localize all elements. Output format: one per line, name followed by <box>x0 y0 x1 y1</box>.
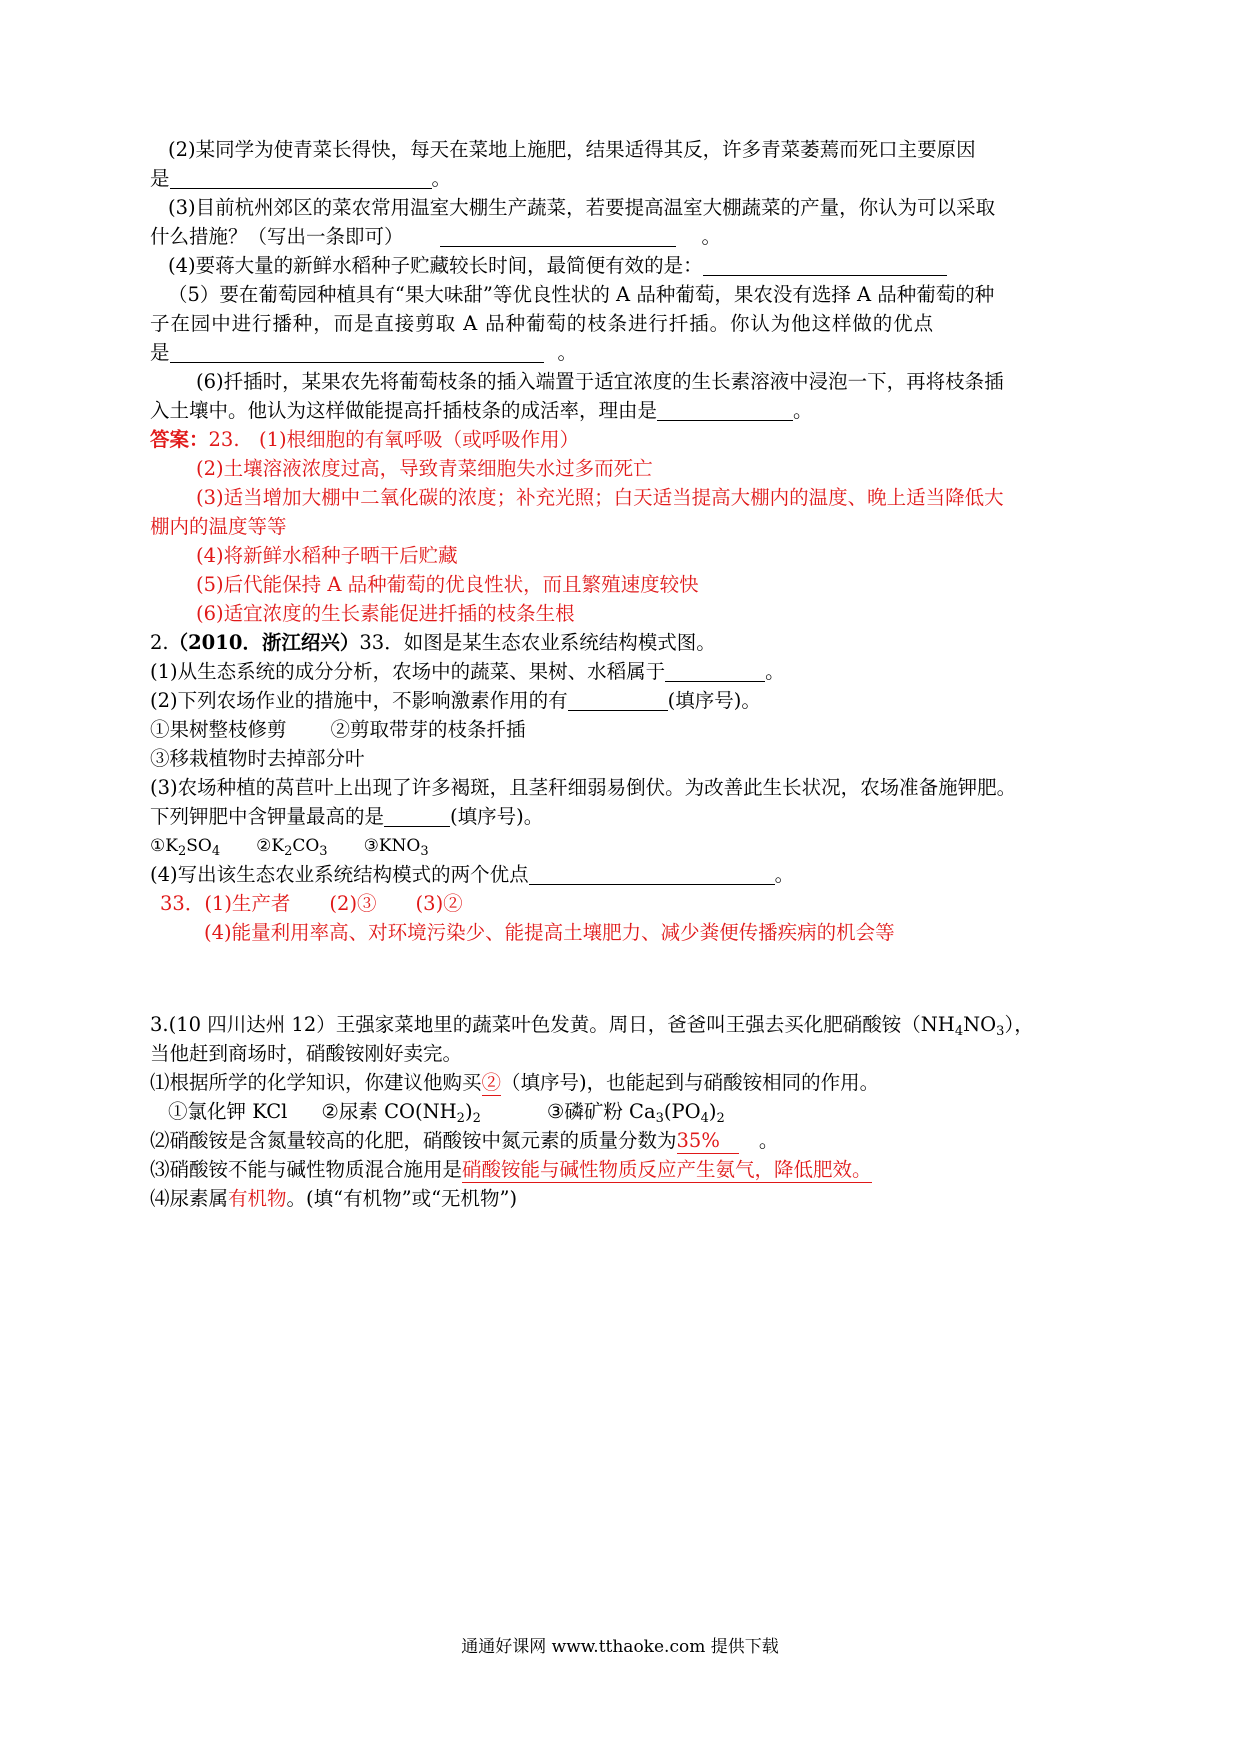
q5-line3: 是 。 <box>150 341 578 364</box>
answer-blank <box>657 400 793 421</box>
answer-5-line: (5)后代能保持 A 品种葡萄的优良性状，而且繁殖速度较快 <box>196 573 699 596</box>
s2-q1-line: (1)从生态系统的成分分析，农场中的蔬菜、果树、水稻属于 。 <box>150 660 785 683</box>
s2-q4-line: (4)写出该生态农业系统结构模式的两个优点 。 <box>150 863 795 886</box>
q3-line1: (3)目前杭州郊区的菜农常用温室大棚生产蔬菜，若要提高温室大棚蔬菜的产量，你认为可以采取 <box>168 196 996 219</box>
s2-q3-line2: 下列钾肥中含钾量最高的是 (填序号)。 <box>150 805 544 828</box>
s3-q4-line: ⑷尿素属有机物。(填“有机物”或“无机物”) <box>150 1187 518 1210</box>
s2-answer-line2: (4)能量利用率高、对环境污染少、能提高土壤肥力、减少粪便传播疾病的机会等 <box>204 921 895 944</box>
s3-q1-line: ⑴根据所学的化学知识，你建议他购买②（填序号)，也能起到与硝酸铵相同的作用。 <box>150 1071 880 1094</box>
s2-q2-line: (2)下列农场作业的措施中，不影响激素作用的有 (填序号)。 <box>150 689 761 712</box>
answer-blank <box>170 342 544 363</box>
s3-q3-line: ⑶硝酸铵不能与碱性物质混合施用是硝酸铵能与碱性物质反应产生氨气，降低肥效。 <box>150 1158 872 1181</box>
q6-line2: 入土壤中。他认为这样做能提高扦插枝条的成活率，理由是 。 <box>150 399 813 422</box>
page-footer: 通通好课网 www.tthaoke.com 提供下载 <box>461 1637 779 1657</box>
answer-1-line: 答案：23. (1)根细胞的有氧呼吸（或呼吸作用） <box>150 428 580 451</box>
answer-blank <box>703 255 947 276</box>
q2-line2: 是 。 <box>150 167 452 190</box>
s2-answer-line1: 33．(1)生产者 (2)③ (3)② <box>160 892 463 915</box>
answer-2-line: (2)土壤溶液浓度过高，导致青菜细胞失水过多而死亡 <box>196 457 653 480</box>
answer-blank <box>440 226 676 247</box>
q2-line1: (2)某同学为使青菜长得快，每天在菜地上施肥，结果适得其反，许多青菜萎蔫而死口主要原因 <box>168 138 976 161</box>
s2-q3-line1: (3)农场种植的莴苣叶上出现了许多褐斑，且茎秆细弱易倒伏。为改善此生长状况，农场准备施钾肥。 <box>150 776 1017 799</box>
answer-6-line: (6)适宜浓度的生长素能促进扦插的枝条生根 <box>196 602 575 625</box>
s2-potassium-options: $①K_2SO_4$ $②K_2CO_3$ $③KNO_3$ <box>150 836 429 859</box>
answer-4-line: (4)将新鲜水稻种子晒干后贮藏 <box>196 544 458 567</box>
answer-blank <box>568 690 668 711</box>
answer-blank <box>529 864 775 885</box>
s3-options-line: ①氯化钾 KCl ②尿素 $CO(NH_2)_2$ ③磷矿粉 $Ca_3(PO_4)_2$ <box>168 1100 725 1126</box>
answer-3-line1: (3)适当增加大棚中二氧化碳的浓度；补充光照；白天适当提高大棚内的温度、晚上适当降低大 <box>196 486 1004 509</box>
answer-3-line2: 棚内的温度等等 <box>150 515 287 538</box>
s2-options-line1: ①果树整枝修剪 ②剪取带芽的枝条扦插 <box>150 718 526 741</box>
answer-blank <box>384 806 450 827</box>
s2-options-line2: ③移栽植物时去掉部分叶 <box>150 747 365 770</box>
s3-intro-line2: 当他赶到商场时，硝酸铵刚好卖完。 <box>150 1042 463 1065</box>
answer-blank <box>170 168 432 189</box>
q4-line: (4)要蒋大量的新鲜水稻种子贮藏较长时间，最简便有效的是： <box>168 252 1118 280</box>
section2-title: 2.（2010．浙江绍兴）33．如图是某生态农业系统结构模式图。 <box>150 631 716 654</box>
q6-line1: (6)扦插时，某果农先将葡萄枝条的插入端置于适宜浓度的生长素溶液中浸泡一下，再将枝条插 <box>196 370 1004 393</box>
q5-line1: （5）要在葡萄园种植具有“果大味甜”等优良性状的 A 品种葡萄，果农没有选择 A 品种葡萄的种 <box>168 283 995 306</box>
s3-q2-line: ⑵硝酸铵是含氮量较高的化肥，硝酸铵中氮元素的质量分数为35% 。 <box>150 1129 779 1152</box>
s3-intro-line1: 3.(10 四川达州 12）王强家菜地里的蔬菜叶色发黄。周日，爸爸叫王强去买化肥硝酸铵$(NH_4NO_3)$， <box>150 1013 1034 1039</box>
q3-line2: 什么措施？（写出一条即可） 。 <box>150 225 722 248</box>
q5-line2: 子在园中进行播种，而是直接剪取 A 品种葡萄的枝条进行扦插。你认为他这样做的优点 <box>150 312 934 335</box>
answer-blank <box>665 661 765 682</box>
